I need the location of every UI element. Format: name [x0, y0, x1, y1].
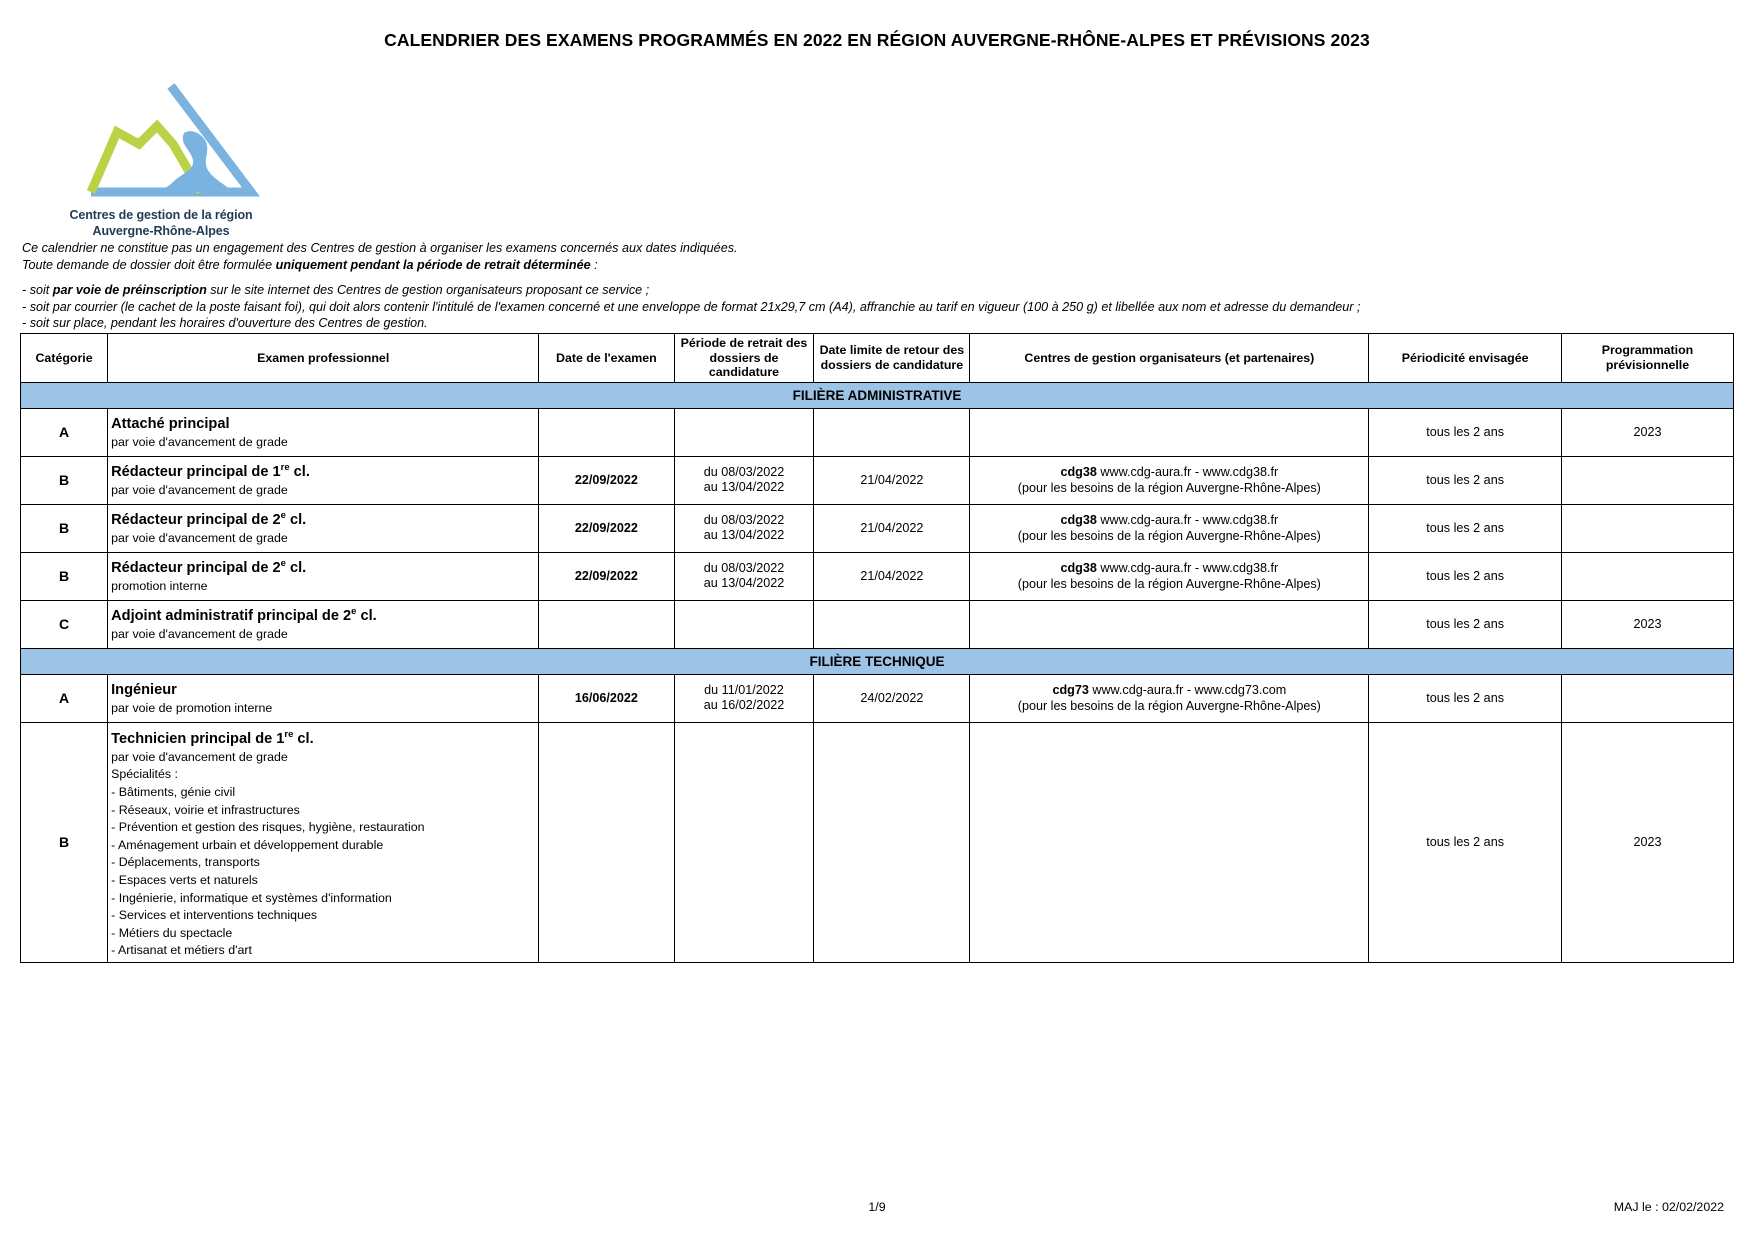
table-row: [21, 456, 1734, 504]
cell-programmation: 2023: [1561, 600, 1733, 648]
cell-examen: [108, 456, 539, 504]
exam-title-after: cl.: [356, 608, 377, 625]
cell-programmation: [1561, 504, 1733, 552]
intro-line2-suffix: :: [590, 257, 598, 272]
cell-periode-retrait: [674, 600, 814, 648]
cdg-urls: www.cdg-aura.fr - www.cdg38.fr: [1096, 465, 1279, 480]
table-header: [21, 334, 1734, 383]
cell-date-limite: 21/04/2022: [814, 552, 970, 600]
exam-voie: par voie d'avancement de grade: [111, 435, 288, 450]
cell-examen: [108, 600, 539, 648]
cell-date-limite: [814, 600, 970, 648]
cell-examen: [108, 408, 539, 456]
exam-title: [111, 606, 535, 626]
logo-caption-line2: Auvergne-Rhône-Alpes: [92, 223, 230, 238]
intro-spacer: [22, 273, 1662, 282]
section-header-row-administrative: [21, 382, 1734, 408]
exam-title-after: cl.: [285, 560, 307, 577]
list-item: - Métiers du spectacle: [111, 925, 233, 940]
list-item: - Services et interventions techniques: [111, 908, 318, 923]
last-update-text: MAJ le : 02/02/2022: [1613, 1200, 1724, 1214]
cell-periodicite: tous les 2 ans: [1369, 408, 1562, 456]
table-row: [21, 552, 1734, 600]
periode-line2: au 16/02/2022: [703, 698, 785, 713]
cell-categorie: B: [21, 456, 108, 504]
exam-title-after: cl.: [285, 512, 307, 529]
cell-date-limite: 21/04/2022: [814, 504, 970, 552]
exam-title: [111, 510, 535, 530]
cell-cdg: [970, 600, 1369, 648]
periode-line1: du 11/01/2022: [704, 682, 784, 697]
exam-voie: par voie d'avancement de grade: [111, 483, 288, 498]
cell-cdg: [970, 722, 1369, 962]
exam-title-text: Technicien principal de 1: [111, 730, 285, 747]
mountain-logo-icon: [61, 78, 261, 206]
cdg-urls: www.cdg-aura.fr - www.cdg73.com: [1088, 683, 1287, 698]
exam-title-after: cl.: [289, 464, 310, 481]
logo-caption: [36, 208, 286, 239]
cell-categorie: B: [21, 504, 108, 552]
list-item: - Prévention et gestion des risques, hygiène, restauration: [111, 820, 425, 835]
cell-periode-retrait: [674, 504, 814, 552]
cdg-urls: www.cdg-aura.fr - www.cdg38.fr: [1096, 561, 1279, 576]
cell-periodicite: tous les 2 ans: [1369, 504, 1562, 552]
exam-title-text: Adjoint administratif principal de 2: [111, 608, 352, 625]
periode-line1: du 08/03/2022: [703, 464, 785, 479]
cell-periodicite: tous les 2 ans: [1369, 456, 1562, 504]
cell-date-limite: [814, 408, 970, 456]
table-body: [21, 382, 1734, 962]
exam-voie: par voie d'avancement de grade: [111, 531, 288, 546]
cell-cdg: [970, 408, 1369, 456]
exam-title-text: Rédacteur principal de 1: [111, 464, 281, 481]
cdg-note: (pour les besoins de la région Auvergne-Rhône-Alpes): [1017, 699, 1321, 714]
list-item: - Bâtiments, génie civil: [111, 784, 236, 799]
exam-title-sup: e: [351, 606, 357, 618]
intro-line-2: [22, 257, 1662, 274]
col-header-periodicite: Périodicité envisagée: [1369, 334, 1562, 383]
section-label-administrative: FILIÈRE ADMINISTRATIVE: [21, 382, 1734, 408]
exam-title: [111, 729, 535, 749]
intro-bullet-3: - soit sur place, pendant les horaires d'ouverture des Centres de gestion.: [22, 316, 428, 331]
page-title: CALENDRIER DES EXAMENS PROGRAMMÉS EN 2022 EN RÉGION AUVERGNE-RHÔNE-ALPES ET PRÉVISIONS 2023: [384, 30, 1370, 50]
cell-programmation: 2023: [1561, 408, 1733, 456]
cdg-name: cdg38: [1060, 513, 1097, 528]
section-label-technique: FILIÈRE TECHNIQUE: [21, 648, 1734, 674]
exam-title-text: Rédacteur principal de 2: [111, 512, 281, 529]
cell-categorie: C: [21, 600, 108, 648]
exams-table: [20, 333, 1734, 963]
exam-title: [111, 414, 535, 434]
cdg-name: cdg38: [1060, 465, 1097, 480]
bullet1-emphasis: par voie de préinscription: [52, 283, 207, 298]
periode-line1: du 08/03/2022: [703, 512, 785, 527]
cell-date-examen: [539, 408, 674, 456]
cell-examen: [108, 504, 539, 552]
cell-date-examen: [539, 600, 674, 648]
cell-cdg: [970, 456, 1369, 504]
cell-examen: [108, 552, 539, 600]
col-header-programmation: Programmation prévisionnelle: [1561, 334, 1733, 383]
exam-title-sup: e: [280, 558, 286, 570]
page-footer: [0, 1200, 1754, 1220]
col-header-date-limite: Date limite de retour des dossiers de candidature: [814, 334, 970, 383]
cell-periode-retrait: [674, 552, 814, 600]
col-header-cdg: Centres de gestion organisateurs (et partenaires): [970, 334, 1369, 383]
exams-table-container: [20, 333, 1734, 963]
exam-voie: par voie de promotion interne: [111, 701, 273, 716]
cell-programmation: [1561, 456, 1733, 504]
col-header-periode-retrait: Période de retrait des dossiers de candidature: [674, 334, 814, 383]
list-item: - Déplacements, transports: [111, 855, 260, 870]
exam-title-sup: e: [280, 510, 286, 522]
intro-bullet-2: - soit par courrier (le cachet de la poste faisant foi), qui doit alors contenir l'intitulé de l'examen concerné et une enveloppe de format 21x29,7 cm (A4), affranchie au tarif en vigueur (100 à 250 g) et libellée aux nom et adresse du demandeur ;: [22, 299, 1361, 314]
exam-title-sup: re: [280, 462, 290, 474]
cell-periode-retrait: [674, 456, 814, 504]
periode-line1: du 08/03/2022: [703, 560, 785, 575]
bullet1-prefix: - soit: [22, 283, 53, 298]
cdg-note: (pour les besoins de la région Auvergne-Rhône-Alpes): [1017, 529, 1321, 544]
cell-date-examen: [539, 722, 674, 962]
cell-date-examen: 22/09/2022: [539, 456, 674, 504]
col-header-date-examen: Date de l'examen: [539, 334, 674, 383]
exam-title-text: Ingénieur: [111, 682, 177, 699]
cdg-urls: www.cdg-aura.fr - www.cdg38.fr: [1096, 513, 1279, 528]
cdg-name: cdg38: [1060, 561, 1097, 576]
table-header-row: [21, 334, 1734, 383]
specialites-label: Spécialités :: [111, 767, 178, 782]
cell-date-examen: 22/09/2022: [539, 552, 674, 600]
bullet1-suffix: sur le site internet des Centres de gestion organisateurs proposant ce service ;: [206, 283, 650, 298]
exam-title: [111, 680, 535, 700]
cell-categorie: A: [21, 408, 108, 456]
cell-periode-retrait: [674, 674, 814, 722]
list-item: - Aménagement urbain et développement durable: [111, 837, 384, 852]
specialites-list: [111, 784, 535, 960]
exam-title: [111, 462, 535, 482]
cell-date-examen: 16/06/2022: [539, 674, 674, 722]
cdg-note: (pour les besoins de la région Auvergne-Rhône-Alpes): [1017, 577, 1321, 592]
exam-voie: promotion interne: [111, 579, 208, 594]
cell-categorie: B: [21, 552, 108, 600]
exam-title-after: cl.: [293, 730, 314, 747]
list-item: - Artisanat et métiers d'art: [111, 943, 252, 958]
cell-date-limite: [814, 722, 970, 962]
page-number: 1/9: [868, 1200, 886, 1214]
intro-line2-prefix: Toute demande de dossier doit être formulée: [22, 257, 276, 272]
cell-programmation: 2023: [1561, 722, 1733, 962]
exam-voie: par voie d'avancement de grade: [111, 627, 288, 642]
cell-periodicite: tous les 2 ans: [1369, 674, 1562, 722]
col-header-examen: Examen professionnel: [108, 334, 539, 383]
cell-periode-retrait: [674, 722, 814, 962]
table-row: [21, 600, 1734, 648]
cell-programmation: [1561, 552, 1733, 600]
intro-text: [22, 240, 1662, 332]
intro-line2-emphasis: uniquement pendant la période de retrait déterminée: [275, 257, 591, 272]
exam-voie: par voie d'avancement de grade: [111, 749, 288, 764]
periode-line2: au 13/04/2022: [703, 576, 785, 591]
col-header-categorie: Catégorie: [21, 334, 108, 383]
cell-examen: [108, 722, 539, 962]
exam-title-text: Attaché principal: [111, 416, 230, 433]
cell-periodicite: tous les 2 ans: [1369, 552, 1562, 600]
organization-logo: [36, 78, 286, 239]
cdg-name: cdg73: [1052, 683, 1089, 698]
table-row: [21, 722, 1734, 962]
table-row: [21, 504, 1734, 552]
cell-periodicite: tous les 2 ans: [1369, 600, 1562, 648]
exam-title-sup: re: [284, 728, 294, 740]
logo-caption-line1: Centres de gestion de la région: [69, 208, 253, 222]
table-row: [21, 408, 1734, 456]
cell-date-examen: 22/09/2022: [539, 504, 674, 552]
cell-cdg: [970, 504, 1369, 552]
cell-date-limite: 21/04/2022: [814, 456, 970, 504]
cell-date-limite: 24/02/2022: [814, 674, 970, 722]
intro-line-1: Ce calendrier ne constitue pas un engagement des Centres de gestion à organiser les examens concernés aux dates indiquées.: [22, 241, 738, 255]
cell-cdg: [970, 674, 1369, 722]
periode-line2: au 13/04/2022: [703, 528, 785, 543]
cell-cdg: [970, 552, 1369, 600]
cdg-note: (pour les besoins de la région Auvergne-Rhône-Alpes): [1017, 481, 1321, 496]
exam-title-text: Rédacteur principal de 2: [111, 560, 281, 577]
section-header-row-technique: [21, 648, 1734, 674]
cell-programmation: [1561, 674, 1733, 722]
intro-bullet-1: [22, 282, 1662, 299]
exam-title: [111, 558, 535, 578]
table-row: [21, 674, 1734, 722]
cell-periode-retrait: [674, 408, 814, 456]
cell-examen: [108, 674, 539, 722]
cell-periodicite: tous les 2 ans: [1369, 722, 1562, 962]
cell-categorie: B: [21, 722, 108, 962]
list-item: - Espaces verts et naturels: [111, 872, 258, 887]
list-item: - Ingénierie, informatique et systèmes d'information: [111, 890, 392, 905]
periode-line2: au 13/04/2022: [703, 480, 785, 495]
list-item: - Réseaux, voirie et infrastructures: [111, 802, 300, 817]
cell-categorie: A: [21, 674, 108, 722]
